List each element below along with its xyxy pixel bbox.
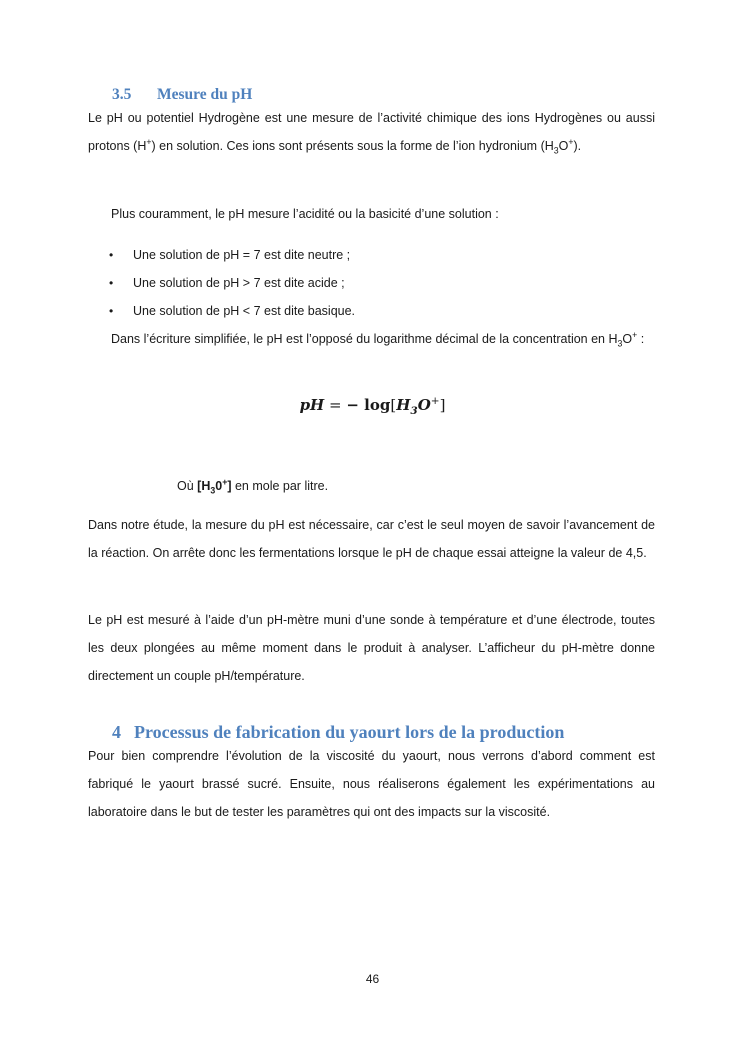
subscript: 3	[553, 145, 559, 156]
formula-lhs: pH	[299, 396, 325, 414]
superscript: +	[632, 329, 638, 340]
formula-o: O	[417, 396, 431, 414]
page-number: 46	[365, 972, 380, 986]
superscript: +	[222, 476, 228, 487]
text-run: Le pH ou potentiel Hydrogène est une mesure de l’activité chimique des ions Hydrogènes ou aussi protons (H	[88, 111, 655, 153]
section-title: Mesure du pH	[157, 86, 253, 103]
section-number: 4	[112, 722, 121, 742]
formula-equals: =	[324, 396, 347, 414]
ph-formula	[0, 395, 745, 417]
log-definition-paragraph	[88, 325, 655, 353]
section-title: Processus de fabrication du yaourt lors de la production	[134, 722, 565, 742]
formula-subscript: 3	[410, 405, 418, 417]
formula-bracket: ]	[439, 396, 446, 414]
text-run: 0	[215, 479, 223, 493]
text-run: O	[558, 139, 569, 153]
text-run: ).	[573, 139, 582, 153]
text-run: Dans l’écriture simplifiée, le pH est l’opposé du logarithme décimal de la concentration en H	[111, 332, 618, 346]
list-item-text: Une solution de pH = 7 est dite neutre ;	[133, 248, 351, 262]
formula-h: H	[396, 396, 411, 414]
section-4-heading	[112, 722, 564, 743]
bullet-icon: •	[109, 276, 114, 290]
text-run: Où	[177, 479, 198, 493]
text-run: en mole par litre.	[231, 479, 329, 493]
bullet-icon: •	[109, 248, 114, 262]
text-run: ]	[227, 479, 232, 493]
study-paragraph: Dans notre étude, la mesure du pH est nécessaire, car c’est le seul moyen de savoir l’avancement de la réaction. On arrête donc les fermentations lorsque le pH de chaque essai atteigne la valeur de 4,5.	[88, 518, 655, 560]
measurement-paragraph: Le pH est mesuré à l’aide d’un pH-mètre muni d’une sonde à température et d’une électrode, toutes les deux plongées au même moment dans le produit à analyser. L’afficheur du pH-mètre donne directement un couple pH/température.	[88, 613, 655, 683]
superscript: +	[146, 136, 152, 147]
text-run: O	[622, 332, 633, 346]
text-run: :	[637, 332, 645, 346]
formula-superscript: +	[430, 395, 440, 407]
subscript: 3	[617, 338, 623, 349]
concentration-note	[177, 472, 328, 500]
acidity-paragraph: Plus couramment, le pH mesure l’acidité ou la basicité d’une solution :	[111, 207, 499, 221]
text-run: ) en solution. Ces ions sont présents sous la forme de l’ion hydronium (H	[151, 139, 554, 153]
formula-log: − log	[346, 396, 391, 414]
text-run: [H	[197, 479, 211, 493]
process-paragraph: Pour bien comprendre l’évolution de la viscosité du yaourt, nous verrons d’abord comment est fabriqué le yaourt brassé sucré. Ensuite, nous réaliserons également les expérimentations au laboratoire dans le but de tester les paramètres qui ont des impacts sur la viscosité.	[88, 749, 655, 819]
section-number: 3.5	[112, 86, 132, 103]
subscript: 3	[210, 485, 216, 496]
list-item-text: Une solution de pH > 7 est dite acide ;	[133, 276, 345, 290]
section-3-5-heading	[112, 86, 252, 104]
superscript: +	[568, 136, 574, 147]
formula-bracket: [	[390, 396, 397, 414]
list-item-text: Une solution de pH < 7 est dite basique.	[133, 304, 356, 318]
ph-definition-paragraph	[88, 104, 655, 160]
bullet-icon: •	[109, 304, 114, 318]
